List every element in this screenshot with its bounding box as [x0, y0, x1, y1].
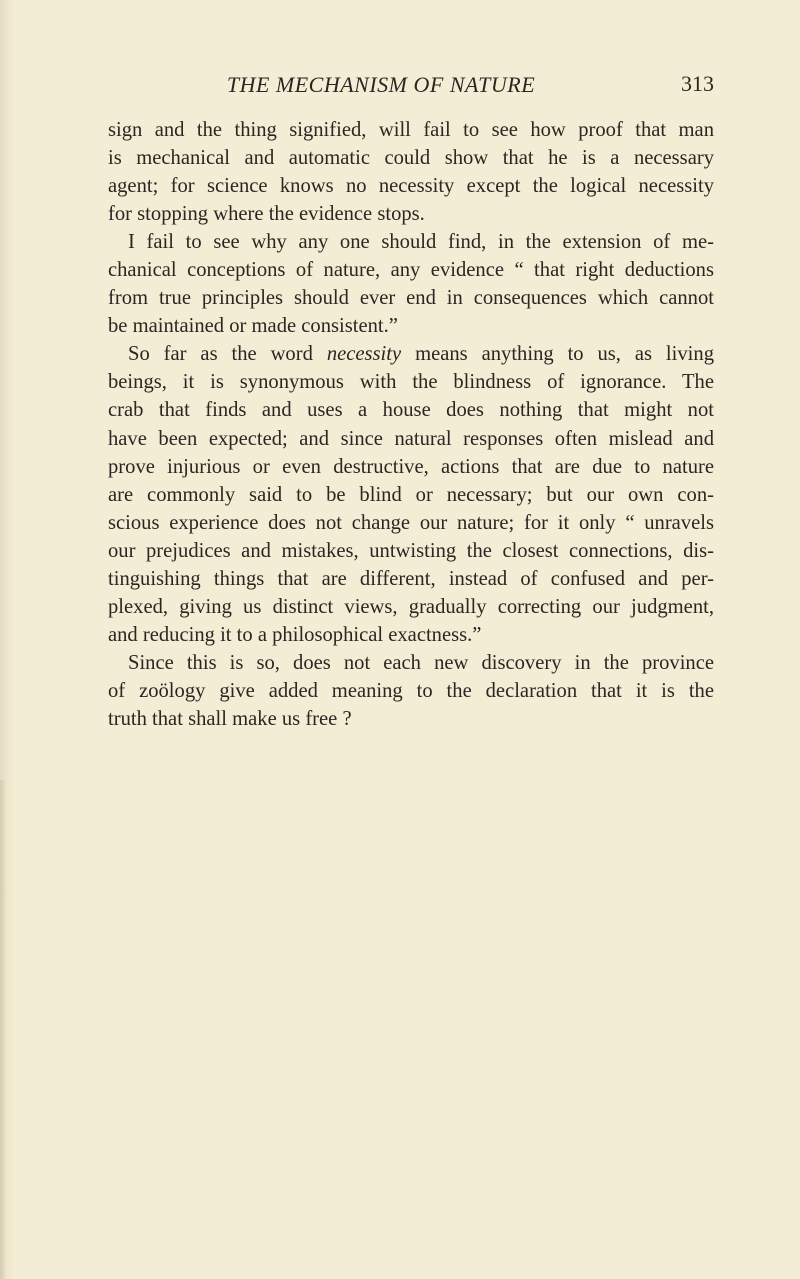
page-number: 313	[681, 71, 714, 96]
text-line: crab that finds and uses a house does nothing that might not	[108, 399, 714, 422]
text-line: from true principles should ever end in consequences which cannot	[108, 287, 714, 310]
text-line: and reducing it to a philosophical exactness.”	[108, 623, 482, 646]
text-line: our prejudices and mistakes, untwisting the closest connections, dis-	[108, 539, 714, 562]
text-line: plexed, giving us distinct views, gradually correcting our judgment,	[108, 595, 714, 618]
text-line: beings, it is synonymous with the blindness of ignorance. The	[108, 371, 714, 394]
text-line: are commonly said to be blind or necessary; but our own con-	[108, 483, 714, 506]
body-text	[108, 116, 714, 733]
text-line: truth that shall make us free ?	[108, 707, 352, 730]
text-line: of zoölogy give added meaning to the declaration that it is the	[108, 679, 714, 702]
text-line: chanical conceptions of nature, any evidence “ that right deductions	[108, 259, 714, 282]
page-edge-shadow-lower	[0, 780, 6, 1279]
text-line: for stopping where the evidence stops.	[108, 203, 425, 226]
text-line: have been expected; and since natural responses often mislead and	[108, 427, 714, 450]
text-line: prove injurious or even destructive, actions that are due to nature	[108, 455, 714, 478]
text-line: Since this is so, does not each new discovery in the province	[128, 651, 714, 674]
italic-word: necessity	[326, 343, 402, 366]
text-line: agent; for science knows no necessity except the logical necessity	[108, 175, 714, 198]
text-line: sign and the thing signified, will fail to see how proof that man	[108, 119, 714, 141]
text-segment: So far as the word	[128, 343, 327, 366]
text-line: is mechanical and automatic could show that he is a necessary	[108, 147, 714, 170]
text-line: tinguishing things that are different, instead of confused and per-	[108, 567, 714, 590]
running-title: THE MECHANISM OF NATURE	[226, 72, 536, 97]
text-line	[108, 340, 714, 368]
text-line: be maintained or made consistent.”	[108, 315, 398, 338]
text-line: I fail to see why any one should find, in the extension of me-	[128, 231, 714, 254]
text-segment: means anything to us, as living	[401, 343, 714, 366]
text-line: scious experience does not change our nature; for it only “ unravels	[108, 511, 714, 534]
